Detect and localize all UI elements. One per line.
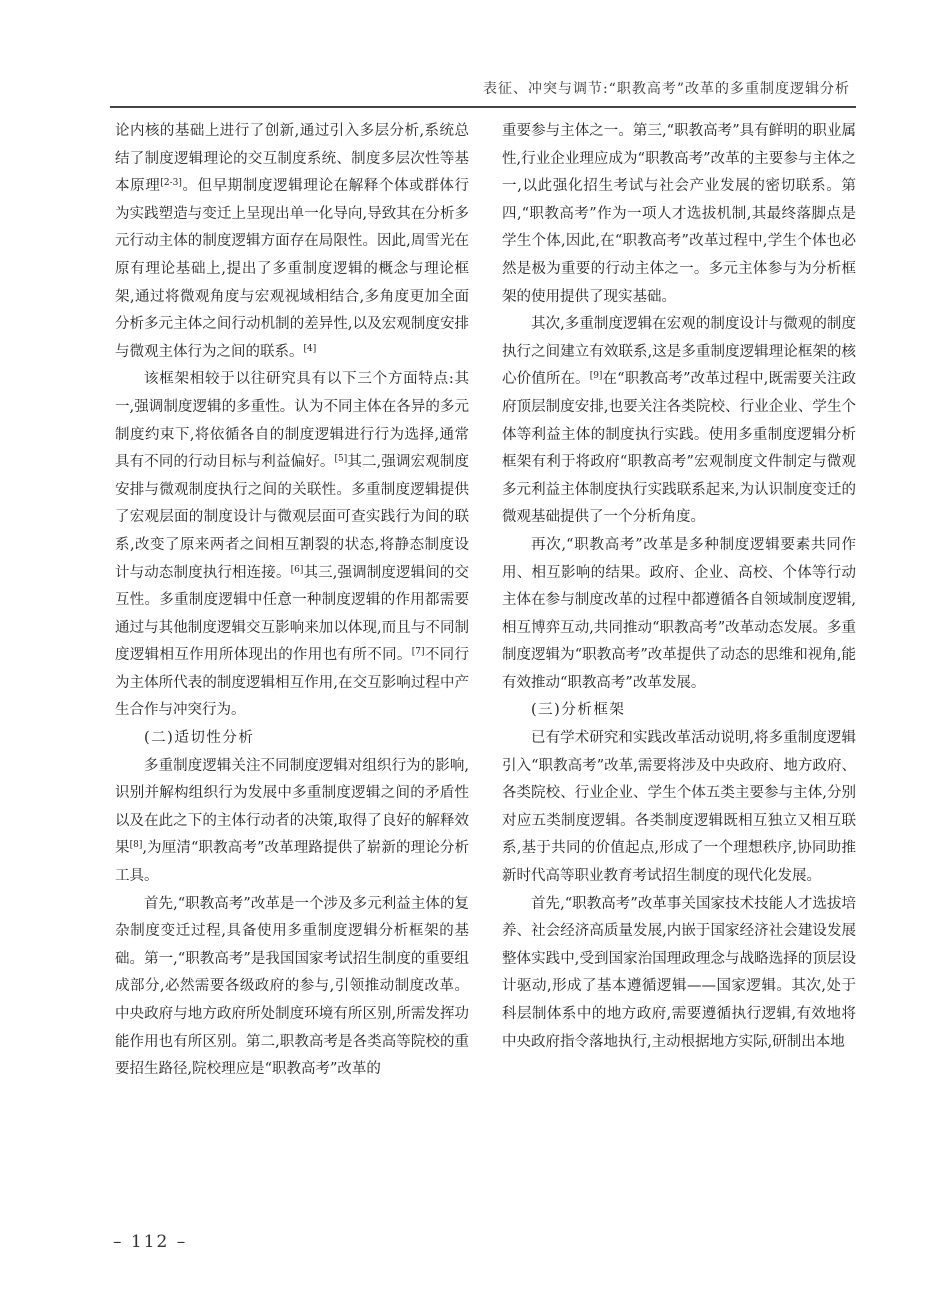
paragraph-first: 首先,“职教高考”改革是一个涉及多元利益主体的复杂制度变迁过程,具备使用多重制度逻辑分析框架的基础。第一,“职教高考”是我国国家考试招生制度的重要组成部分,必然需要各级政府的参与,引领推动制度改革。中央政府与地方政府所处制度环境有所区别,所需发挥功能作用也有所区别。第二,职教高考是各类高等院校的重要招生路径,院校理应是“职教高考”改革的 [115,895,469,1078]
paragraph-framework: 已有学术研究和实践改革活动说明,将多重制度逻辑引入“职教高考”改革,需要将涉及中央政府、地方政府、各类院校、行业企业、学生个体五类主要参与主体,分别对应五类制度逻辑。各类制度逻辑既相互独立又相互联系,基于共同的价值起点,形成了一个理想秩序,协同助推新时代高等职业教育考试招生制度的现代化发展。 [502,730,856,885]
citation-ref: [5] [334,454,348,465]
subsection-heading-3: (三)分析框架 [531,702,626,719]
text-run: 多重制度逻辑关注不同制度逻辑对组织行为的影响,识别并解构组织行为发展中多重制度逻辑之间的矛盾性以及在此之下的主体行动者的决策,取得了良好的解释效果 [115,757,469,857]
paragraph-continuation [115,118,469,366]
subsection-heading-2: (二)适切性分析 [144,730,255,747]
paragraph-framework-features [115,366,469,725]
page-number: – 112 – [113,1232,188,1252]
text-run: 该框架相较于以往研究具有以下三个方面特点:其一,强调制度逻辑的多重性。认为不同主体在各异的多元制度约束下,将依循各自的制度逻辑进行行为选择,通常具有不同的行动目标与利益偏好。 [115,371,469,471]
citation-ref: [8] [129,840,143,851]
text-run: ,为厘清“职教高考”改革理路提供了崭新的理论分析工具。 [115,840,470,885]
paragraph-continuation-right: 重要参与主体之一。第三,“职教高考”具有鲜明的职业属性,行业企业理应成为“职教高考”改革的主要参与主体之一,以此强化招生考试与社会产业发展的密切联系。第四,“职教高考”作为一项人才选拔机制,其最终落脚点是学生个体,因此,在“职教高考”改革过程中,学生个体也必然是极为重要的行动主体之一。多元主体参与为分析框架的使用提供了现实基础。 [502,123,856,305]
text-run: 论内核的基础上进行了创新,通过引入多层分析,系统总结了制度逻辑理论的交互制度系统、制度多层次性等基本原理 [115,123,469,195]
text-run: 不同行为主体所代表的制度逻辑相互作用,在交互影响过程中产生合作与冲突行为。 [115,647,470,719]
right-column [502,118,856,1056]
left-column [115,118,469,1084]
paragraph-third: 再次,“职教高考”改革是多种制度逻辑要素共同作用、相互影响的结果。政府、企业、高校、个体等行动主体在参与制度改革的过程中都遵循各自领域制度逻辑,相互博弈互动,共同推动“职教高考”改革动态发展。多重制度逻辑为“职教高考”改革提供了动态的思维和视角,能有效推动“职教高考”改革发展。 [502,536,856,691]
citation-ref: [6] [290,564,304,575]
citation-ref: [4] [303,343,317,354]
citation-ref: [9] [589,371,603,382]
header-rule [110,106,856,108]
paragraph-national-logic: 首先,“职教高考”改革事关国家技术技能人才选拔培养、社会经济高质量发展,内嵌于国家经济社会建设发展整体实践中,受到国家治国理政理念与战略选择的顶层设计驱动,形成了基本遵循逻辑——国家逻辑。其次,处于科层制体系中的地方政府,需要遵循执行逻辑,有效地将中央政府指令落地执行,主动根据地方实际,研制出本地 [502,895,856,1050]
paragraph-applicability [115,753,469,891]
text-run: 其三,强调制度逻辑间的交互性。多重制度逻辑中任意一种制度逻辑的作用都需要通过与其他制度逻辑交互影响来加以体现,而且与不同制度逻辑相互作用所体现出的作用也有所不同。 [115,564,470,664]
citation-ref: [7] [411,647,425,658]
running-header: 表征、冲突与调节:“职教高考”改革的多重制度逻辑分析 [482,81,850,97]
text-run: 其次,多重制度逻辑在宏观的制度设计与微观的制度执行之间建立有效联系,这是多重制度逻辑理论框架的核心价值所在。 [502,316,856,388]
text-run: 在“职教高考”改革过程中,既需要关注政府顶层制度安排,也要关注各类院校、行业企业、学生个体等利益主体的制度执行实践。使用多重制度逻辑分析框架有利于将政府“职教高考”宏观制度文件制定与微观多元利益主体制度执行实践联系起来,为认识制度变迁的微观基础提供了一个分析角度。 [502,371,857,526]
citation-ref: [2-3] [160,178,182,189]
text-run: 。但早期制度逻辑理论在解释个体或群体行为实践塑造与变迁上呈现出单一化导向,导致其在分析多元行动主体的制度逻辑方面存在局限性。因此,周雪光在原有理论基础上,提出了多重制度逻辑的概念与理论框架,通过将微观角度与宏观视域相结合,多角度更加全面分析多元主体之间行动机制的差异性,以及宏观制度安排与微观主体行为之间的联系。 [115,178,470,360]
text-run: 其二,强调宏观制度安排与微观制度执行之间的关联性。多重制度逻辑提供了宏观层面的制度设计与微观层面可查实践行为间的联系,改变了原来两者之间相互割裂的状态,将静态制度设计与动态制度执行相连接。 [115,454,470,581]
paragraph-second [502,311,856,532]
